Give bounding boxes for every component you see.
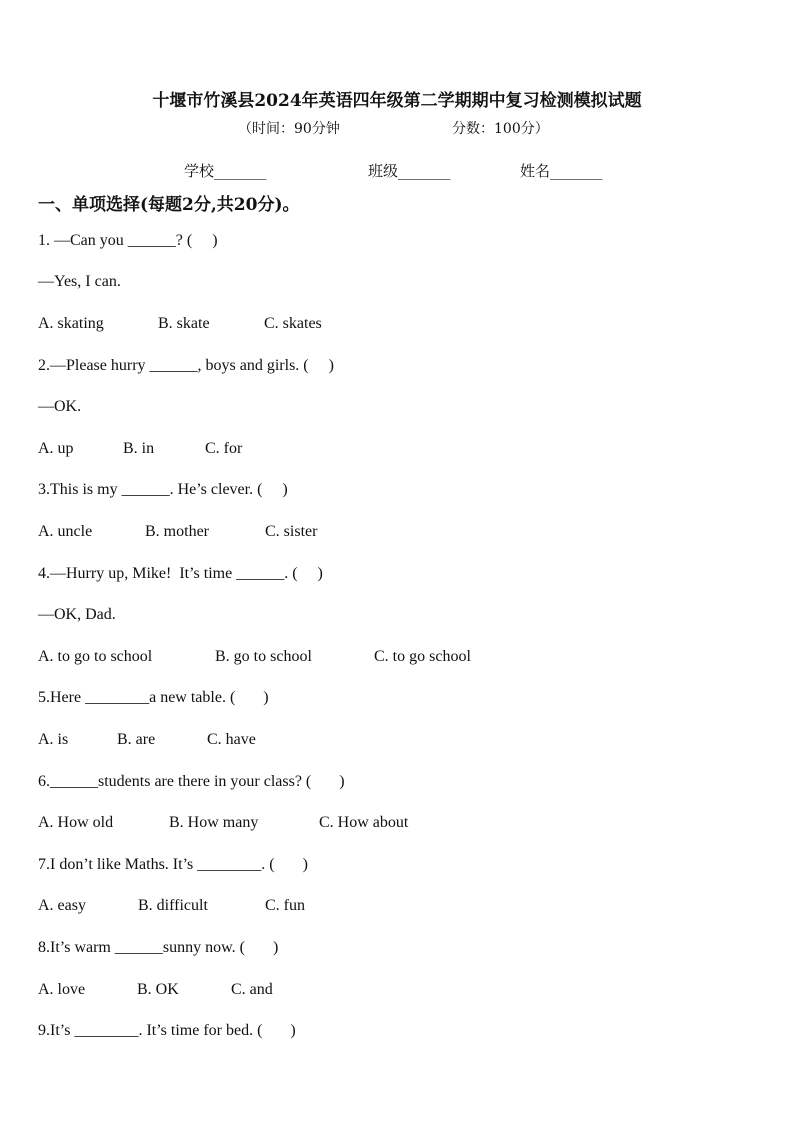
option-b[interactable]: B. are	[117, 731, 156, 748]
exam-title: 十堰市竹溪县2024年英语四年级第二学期期中复习检测模拟试题	[152, 91, 642, 111]
option-b[interactable]: B. mother	[145, 523, 209, 540]
question-6-options	[38, 814, 408, 832]
question-4-answer: —OK, Dad.	[38, 606, 116, 623]
question-7-stem: 7.I don’t like Maths. It’s ________. ( )	[38, 856, 308, 873]
option-b[interactable]: B. go to school	[215, 648, 312, 665]
question-3-options	[38, 523, 317, 541]
section-heading: 一、单项选择(每题2分,共20分)。	[38, 195, 300, 215]
question-2-answer: —OK.	[38, 398, 82, 415]
option-a[interactable]: A. to go to school	[38, 648, 153, 665]
option-c[interactable]: C. have	[207, 731, 256, 748]
option-a[interactable]: A. love	[38, 981, 86, 998]
option-a[interactable]: A. up	[38, 440, 74, 457]
question-6-stem: 6.______students are there in your class? ( )	[38, 773, 345, 790]
question-8-options	[38, 981, 273, 999]
school-field[interactable]: 学校_______	[184, 162, 267, 180]
option-a[interactable]: A. How old	[38, 814, 114, 831]
option-a[interactable]: A. uncle	[38, 523, 93, 540]
option-b[interactable]: B. difficult	[138, 897, 208, 914]
question-1-answer: —Yes, I can.	[38, 273, 121, 290]
option-c[interactable]: C. sister	[265, 523, 318, 540]
exam-time: （时间：90分钟	[238, 121, 340, 137]
option-a[interactable]: A. is	[38, 731, 69, 748]
exam-score: 分数：100分）	[452, 121, 549, 137]
question-3-stem: 3.This is my ______. He’s clever. ( )	[38, 481, 288, 498]
option-a[interactable]: A. skating	[38, 315, 104, 332]
option-c[interactable]: C. fun	[265, 897, 305, 914]
name-field[interactable]: 姓名_______	[520, 162, 603, 180]
option-c[interactable]: C. and	[231, 981, 273, 998]
option-b[interactable]: B. in	[123, 440, 155, 457]
option-c[interactable]: C. How about	[319, 814, 409, 831]
question-8-stem: 8.It’s warm ______sunny now. ( )	[38, 939, 279, 956]
option-b[interactable]: B. OK	[137, 981, 179, 998]
question-1-stem: 1. —Can you ______? ( )	[38, 232, 218, 249]
question-1-options	[38, 315, 322, 333]
question-4-stem: 4.—Hurry up, Mike! It’s time ______. ( )	[38, 565, 323, 582]
question-9-stem: 9.It’s ________. It’s time for bed. ( )	[38, 1022, 296, 1039]
question-2-options	[38, 440, 242, 458]
class-field[interactable]: 班级_______	[368, 162, 451, 180]
option-b[interactable]: B. skate	[158, 315, 210, 332]
question-7-options	[38, 897, 305, 915]
question-5-options	[38, 731, 256, 749]
question-2-stem: 2.—Please hurry ______, boys and girls. ( )	[38, 357, 334, 374]
question-4-options	[38, 648, 471, 666]
option-c[interactable]: C. for	[205, 440, 243, 457]
option-c[interactable]: C. to go school	[374, 648, 471, 665]
option-b[interactable]: B. How many	[169, 814, 259, 831]
option-c[interactable]: C. skates	[264, 315, 322, 332]
question-5-stem: 5.Here ________a new table. ( )	[38, 689, 269, 706]
option-a[interactable]: A. easy	[38, 897, 86, 914]
